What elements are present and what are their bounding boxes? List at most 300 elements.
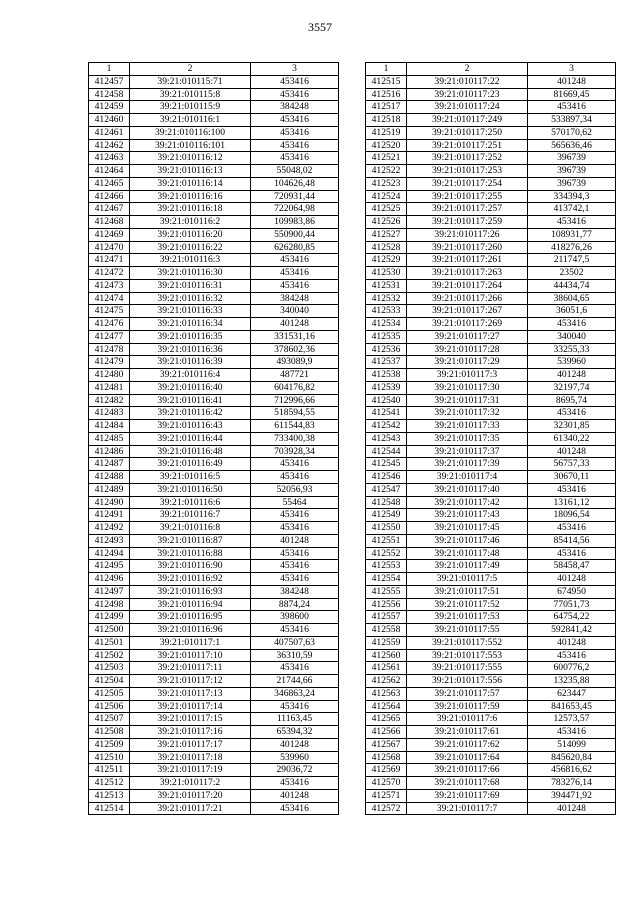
table-row: [366, 573, 616, 586]
cadastral-number-cell: 39:21:010116:92: [130, 573, 251, 586]
row-number-cell: 412485: [89, 432, 130, 445]
table-row: [366, 114, 616, 127]
table-row: [89, 343, 339, 356]
value-cell: 456816,62: [528, 764, 616, 777]
table-row: [89, 203, 339, 216]
table-row: [366, 662, 616, 675]
row-number-cell: 412470: [89, 241, 130, 254]
cadastral-number-cell: 39:21:010117:261: [407, 254, 528, 267]
table-row: [89, 432, 339, 445]
cadastral-number-cell: 39:21:010117:6: [407, 713, 528, 726]
table-row: [89, 228, 339, 241]
row-number-cell: 412536: [366, 343, 407, 356]
row-number-cell: 412467: [89, 203, 130, 216]
cadastral-number-cell: 39:21:010117:267: [407, 305, 528, 318]
row-number-cell: 412558: [366, 624, 407, 637]
value-cell: 401248: [528, 75, 616, 88]
row-number-cell: 412513: [89, 789, 130, 802]
cadastral-number-cell: 39:21:010117:29: [407, 356, 528, 369]
cadastral-number-cell: 39:21:010116:12: [130, 152, 251, 165]
value-cell: 81669,45: [528, 88, 616, 101]
table-row: [89, 88, 339, 101]
cadastral-number-cell: 39:21:010117:252: [407, 152, 528, 165]
value-cell: 77051,73: [528, 598, 616, 611]
cadastral-number-cell: 39:21:010117:22: [407, 75, 528, 88]
table-row: [366, 420, 616, 433]
table-row: [89, 330, 339, 343]
row-number-cell: 412504: [89, 675, 130, 688]
value-cell: 722064,98: [251, 203, 339, 216]
cadastral-number-cell: 39:21:010117:43: [407, 509, 528, 522]
value-cell: 453416: [528, 522, 616, 535]
value-cell: 570170,62: [528, 126, 616, 139]
row-number-cell: 412510: [89, 751, 130, 764]
value-cell: 453416: [528, 216, 616, 229]
value-cell: 52056,93: [251, 483, 339, 496]
cadastral-number-cell: 39:21:010117:52: [407, 598, 528, 611]
value-cell: 453416: [251, 547, 339, 560]
table-row: [366, 624, 616, 637]
row-number-cell: 412528: [366, 241, 407, 254]
value-cell: 8695,74: [528, 394, 616, 407]
row-number-cell: 412529: [366, 254, 407, 267]
table-row: [366, 522, 616, 535]
cadastral-number-cell: 39:21:010116:31: [130, 279, 251, 292]
cadastral-number-cell: 39:21:010116:30: [130, 267, 251, 280]
row-number-cell: 412514: [89, 802, 130, 815]
row-number-cell: 412520: [366, 139, 407, 152]
table-row: [89, 789, 339, 802]
row-number-cell: 412508: [89, 726, 130, 739]
value-cell: 533897,34: [528, 114, 616, 127]
cadastral-number-cell: 39:21:010117:68: [407, 777, 528, 790]
row-number-cell: 412459: [89, 101, 130, 114]
cadastral-number-cell: 39:21:010117:553: [407, 649, 528, 662]
table-row: [366, 649, 616, 662]
value-cell: 401248: [251, 318, 339, 331]
table-row: [366, 777, 616, 790]
row-number-cell: 412534: [366, 318, 407, 331]
cadastral-number-cell: 39:21:010116:94: [130, 598, 251, 611]
row-number-cell: 412461: [89, 126, 130, 139]
row-number-cell: 412531: [366, 279, 407, 292]
table-row: [89, 369, 339, 382]
table-row: [366, 165, 616, 178]
table-row: [89, 751, 339, 764]
cadastral-number-cell: 39:21:010117:15: [130, 713, 251, 726]
table-row: [89, 177, 339, 190]
table-row: [366, 254, 616, 267]
table-row: [89, 598, 339, 611]
row-number-cell: 412522: [366, 165, 407, 178]
value-cell: 453416: [251, 279, 339, 292]
value-cell: 56757,33: [528, 458, 616, 471]
row-number-cell: 412488: [89, 471, 130, 484]
table-row: [89, 279, 339, 292]
cadastral-number-cell: 39:21:010116:90: [130, 560, 251, 573]
value-cell: 13161,12: [528, 496, 616, 509]
value-cell: 674950: [528, 585, 616, 598]
table-row: [89, 675, 339, 688]
cadastral-number-cell: 39:21:010117:18: [130, 751, 251, 764]
table-row: [89, 139, 339, 152]
column-header: 2: [130, 63, 251, 76]
row-number-cell: 412498: [89, 598, 130, 611]
row-number-cell: 412571: [366, 789, 407, 802]
row-number-cell: 412493: [89, 534, 130, 547]
table-row: [89, 777, 339, 790]
table-row: [89, 152, 339, 165]
value-cell: 340040: [251, 305, 339, 318]
table-row: [366, 356, 616, 369]
table-row: [366, 496, 616, 509]
value-cell: 378602,36: [251, 343, 339, 356]
table-row: [366, 267, 616, 280]
value-cell: 13235,88: [528, 675, 616, 688]
cadastral-number-cell: 39:21:010116:44: [130, 432, 251, 445]
table-row: [366, 203, 616, 216]
table-row: [366, 560, 616, 573]
table-row: [89, 700, 339, 713]
row-number-cell: 412566: [366, 726, 407, 739]
row-number-cell: 412500: [89, 624, 130, 637]
row-number-cell: 412477: [89, 330, 130, 343]
row-number-cell: 412539: [366, 381, 407, 394]
table-row: [89, 585, 339, 598]
cadastral-number-cell: 39:21:010117:45: [407, 522, 528, 535]
value-cell: 623447: [528, 687, 616, 700]
cadastral-number-cell: 39:21:010117:259: [407, 216, 528, 229]
value-cell: 407507,63: [251, 636, 339, 649]
table-row: [366, 177, 616, 190]
cadastral-number-cell: 39:21:010117:69: [407, 789, 528, 802]
table-row: [366, 547, 616, 560]
table-header-row: [89, 63, 339, 76]
cadastral-number-cell: 39:21:010117:249: [407, 114, 528, 127]
table-row: [89, 496, 339, 509]
value-cell: 398600: [251, 611, 339, 624]
row-number-cell: 412559: [366, 636, 407, 649]
value-cell: 453416: [251, 471, 339, 484]
cadastral-number-cell: 39:21:010116:34: [130, 318, 251, 331]
value-cell: 453416: [251, 777, 339, 790]
row-number-cell: 412515: [366, 75, 407, 88]
cadastral-number-cell: 39:21:010116:20: [130, 228, 251, 241]
cadastral-number-cell: 39:21:010117:27: [407, 330, 528, 343]
row-number-cell: 412497: [89, 585, 130, 598]
table-row: [89, 241, 339, 254]
cadastral-number-cell: 39:21:010117:19: [130, 764, 251, 777]
value-cell: 12573,57: [528, 713, 616, 726]
row-number-cell: 412547: [366, 483, 407, 496]
value-cell: 38604,65: [528, 292, 616, 305]
row-number-cell: 412503: [89, 662, 130, 675]
table-row: [366, 126, 616, 139]
row-number-cell: 412562: [366, 675, 407, 688]
cadastral-number-cell: 39:21:010117:12: [130, 675, 251, 688]
cadastral-number-cell: 39:21:010117:23: [407, 88, 528, 101]
cadastral-number-cell: 39:21:010116:50: [130, 483, 251, 496]
row-number-cell: 412548: [366, 496, 407, 509]
row-number-cell: 412512: [89, 777, 130, 790]
cadastral-number-cell: 39:21:010116:2: [130, 216, 251, 229]
value-cell: 21744,66: [251, 675, 339, 688]
row-number-cell: 412546: [366, 471, 407, 484]
value-cell: 64754,22: [528, 611, 616, 624]
value-cell: 453416: [528, 101, 616, 114]
row-number-cell: 412487: [89, 458, 130, 471]
value-cell: 401248: [251, 534, 339, 547]
cadastral-number-cell: 39:21:010117:254: [407, 177, 528, 190]
table-row: [366, 458, 616, 471]
row-number-cell: 412490: [89, 496, 130, 509]
row-number-cell: 412465: [89, 177, 130, 190]
table-row: [366, 190, 616, 203]
row-number-cell: 412542: [366, 420, 407, 433]
table-row: [89, 547, 339, 560]
table-row: [366, 381, 616, 394]
cadastral-number-cell: 39:21:010116:88: [130, 547, 251, 560]
row-number-cell: 412496: [89, 573, 130, 586]
table-row: [89, 534, 339, 547]
table-row: [89, 216, 339, 229]
cadastral-number-cell: 39:21:010117:39: [407, 458, 528, 471]
table-row: [89, 662, 339, 675]
table-row: [89, 305, 339, 318]
value-cell: 539960: [251, 751, 339, 764]
cadastral-number-cell: 39:21:010116:95: [130, 611, 251, 624]
value-cell: 453416: [528, 483, 616, 496]
cadastral-number-cell: 39:21:010117:20: [130, 789, 251, 802]
row-number-cell: 412545: [366, 458, 407, 471]
cadastral-number-cell: 39:21:010117:66: [407, 764, 528, 777]
cadastral-number-cell: 39:21:010117:260: [407, 241, 528, 254]
table-row: [366, 598, 616, 611]
value-cell: 340040: [528, 330, 616, 343]
column-header: 2: [407, 63, 528, 76]
table-row: [89, 254, 339, 267]
row-number-cell: 412464: [89, 165, 130, 178]
table-row: [89, 318, 339, 331]
table-row: [366, 445, 616, 458]
value-cell: 592841,42: [528, 624, 616, 637]
row-number-cell: 412494: [89, 547, 130, 560]
row-number-cell: 412567: [366, 738, 407, 751]
table-row: [89, 394, 339, 407]
table-row: [366, 330, 616, 343]
cadastral-number-cell: 39:21:010117:31: [407, 394, 528, 407]
cadastral-number-cell: 39:21:010117:26: [407, 228, 528, 241]
value-cell: 108931,77: [528, 228, 616, 241]
row-number-cell: 412475: [89, 305, 130, 318]
value-cell: 384248: [251, 292, 339, 305]
table-row: [89, 509, 339, 522]
row-number-cell: 412466: [89, 190, 130, 203]
row-number-cell: 412555: [366, 585, 407, 598]
cadastral-number-cell: 39:21:010117:40: [407, 483, 528, 496]
value-cell: 32301,85: [528, 420, 616, 433]
row-number-cell: 412565: [366, 713, 407, 726]
table-row: [366, 152, 616, 165]
value-cell: 396739: [528, 152, 616, 165]
row-number-cell: 412541: [366, 407, 407, 420]
row-number-cell: 412552: [366, 547, 407, 560]
cadastral-number-cell: 39:21:010117:269: [407, 318, 528, 331]
row-number-cell: 412544: [366, 445, 407, 458]
cadastral-number-cell: 39:21:010117:266: [407, 292, 528, 305]
cadastral-number-cell: 39:21:010116:7: [130, 509, 251, 522]
value-cell: 401248: [251, 789, 339, 802]
row-number-cell: 412537: [366, 356, 407, 369]
column-header: 3: [251, 63, 339, 76]
cadastral-number-cell: 39:21:010116:13: [130, 165, 251, 178]
table-row: [366, 764, 616, 777]
table-row: [366, 509, 616, 522]
cadastral-number-cell: 39:21:010117:51: [407, 585, 528, 598]
value-cell: 11163,45: [251, 713, 339, 726]
row-number-cell: 412568: [366, 751, 407, 764]
cadastral-number-cell: 39:21:010117:1: [130, 636, 251, 649]
cadastral-number-cell: 39:21:010116:3: [130, 254, 251, 267]
cadastral-number-cell: 39:21:010117:55: [407, 624, 528, 637]
value-cell: 36310,59: [251, 649, 339, 662]
row-number-cell: 412468: [89, 216, 130, 229]
row-number-cell: 412543: [366, 432, 407, 445]
value-cell: 418276,26: [528, 241, 616, 254]
row-number-cell: 412550: [366, 522, 407, 535]
right-table: [365, 62, 616, 815]
row-number-cell: 412495: [89, 560, 130, 573]
table-row: [89, 407, 339, 420]
cadastral-number-cell: 39:21:010116:48: [130, 445, 251, 458]
cadastral-number-cell: 39:21:010117:4: [407, 471, 528, 484]
value-cell: 23502: [528, 267, 616, 280]
table-row: [366, 139, 616, 152]
cadastral-number-cell: 39:21:010116:93: [130, 585, 251, 598]
value-cell: 453416: [528, 318, 616, 331]
cadastral-number-cell: 39:21:010116:87: [130, 534, 251, 547]
value-cell: 518594,55: [251, 407, 339, 420]
cadastral-number-cell: 39:21:010116:33: [130, 305, 251, 318]
row-number-cell: 412553: [366, 560, 407, 573]
value-cell: 453416: [251, 254, 339, 267]
table-row: [366, 394, 616, 407]
column-header: 1: [89, 63, 130, 76]
row-number-cell: 412570: [366, 777, 407, 790]
value-cell: 453416: [251, 522, 339, 535]
table-row: [89, 802, 339, 815]
cadastral-number-cell: 39:21:010117:16: [130, 726, 251, 739]
value-cell: 453416: [251, 139, 339, 152]
table-row: [89, 573, 339, 586]
table-header-row: [366, 63, 616, 76]
cadastral-number-cell: 39:21:010116:1: [130, 114, 251, 127]
value-cell: 453416: [251, 802, 339, 815]
table-row: [89, 165, 339, 178]
value-cell: 55464: [251, 496, 339, 509]
value-cell: 539960: [528, 356, 616, 369]
value-cell: 401248: [528, 636, 616, 649]
row-number-cell: 412556: [366, 598, 407, 611]
table-row: [89, 101, 339, 114]
value-cell: 453416: [251, 126, 339, 139]
value-cell: 8874,24: [251, 598, 339, 611]
value-cell: 453416: [528, 649, 616, 662]
table-row: [89, 381, 339, 394]
cadastral-number-cell: 39:21:010116:22: [130, 241, 251, 254]
table-row: [89, 764, 339, 777]
row-number-cell: 412462: [89, 139, 130, 152]
table-row: [89, 458, 339, 471]
table-row: [366, 88, 616, 101]
table-row: [366, 101, 616, 114]
table-row: [89, 560, 339, 573]
column-header: 3: [528, 63, 616, 76]
value-cell: 396739: [528, 177, 616, 190]
table-row: [89, 445, 339, 458]
table-row: [366, 585, 616, 598]
value-cell: 384248: [251, 585, 339, 598]
cadastral-number-cell: 39:21:010116:35: [130, 330, 251, 343]
row-number-cell: 412489: [89, 483, 130, 496]
cadastral-number-cell: 39:21:010117:552: [407, 636, 528, 649]
cadastral-number-cell: 39:21:010116:5: [130, 471, 251, 484]
table-row: [366, 292, 616, 305]
row-number-cell: 412473: [89, 279, 130, 292]
value-cell: 413742,1: [528, 203, 616, 216]
value-cell: 104626,48: [251, 177, 339, 190]
value-cell: 65394,32: [251, 726, 339, 739]
row-number-cell: 412505: [89, 687, 130, 700]
table-row: [89, 126, 339, 139]
cadastral-number-cell: 39:21:010116:100: [130, 126, 251, 139]
value-cell: 36051,6: [528, 305, 616, 318]
value-cell: 514099: [528, 738, 616, 751]
value-cell: 703928,34: [251, 445, 339, 458]
value-cell: 55048,02: [251, 165, 339, 178]
row-number-cell: 412481: [89, 381, 130, 394]
cadastral-number-cell: 39:21:010116:32: [130, 292, 251, 305]
value-cell: 453416: [251, 75, 339, 88]
value-cell: 712996,66: [251, 394, 339, 407]
cadastral-number-cell: 39:21:010117:61: [407, 726, 528, 739]
cadastral-number-cell: 39:21:010117:48: [407, 547, 528, 560]
column-header: 1: [366, 63, 407, 76]
cadastral-number-cell: 39:21:010117:251: [407, 139, 528, 152]
value-cell: 453416: [251, 560, 339, 573]
row-number-cell: 412474: [89, 292, 130, 305]
table-row: [366, 789, 616, 802]
row-number-cell: 412540: [366, 394, 407, 407]
row-number-cell: 412533: [366, 305, 407, 318]
cadastral-number-cell: 39:21:010117:59: [407, 700, 528, 713]
cadastral-number-cell: 39:21:010115:9: [130, 101, 251, 114]
value-cell: 453416: [251, 88, 339, 101]
cadastral-number-cell: 39:21:010117:14: [130, 700, 251, 713]
value-cell: 453416: [251, 509, 339, 522]
row-number-cell: 412501: [89, 636, 130, 649]
table-row: [89, 522, 339, 535]
page-number: 3557: [308, 20, 332, 34]
row-number-cell: 412463: [89, 152, 130, 165]
table-row: [366, 483, 616, 496]
value-cell: 453416: [251, 152, 339, 165]
row-number-cell: 412557: [366, 611, 407, 624]
cadastral-number-cell: 39:21:010116:16: [130, 190, 251, 203]
row-number-cell: 412483: [89, 407, 130, 420]
left-table: [88, 62, 339, 815]
value-cell: 550900,44: [251, 228, 339, 241]
